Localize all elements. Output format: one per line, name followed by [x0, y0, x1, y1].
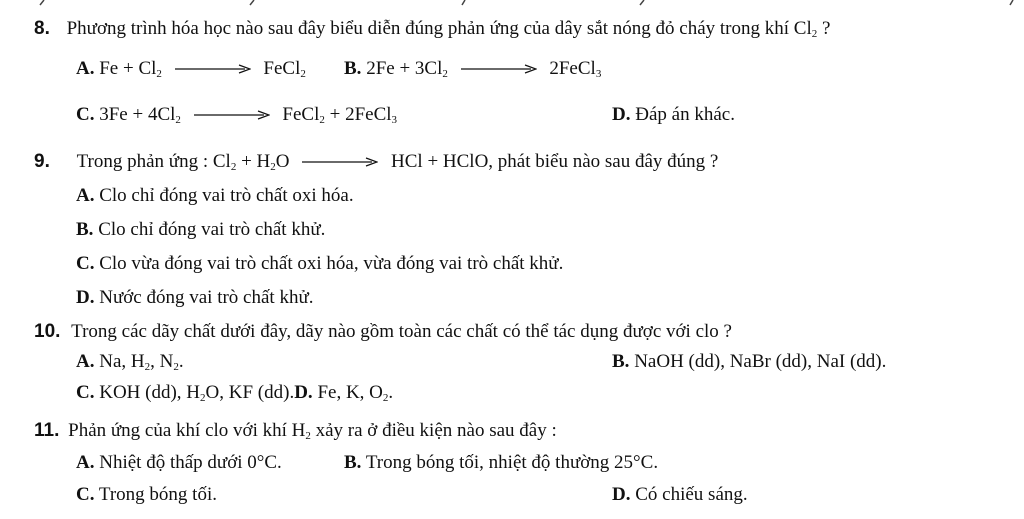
reaction-arrow-icon — [302, 157, 378, 167]
question-9-stem: 9. Trong phản ứng : $Cl_2 + H_2O$ HCl + HClO, phát biểu nào sau đây đúng ? — [34, 151, 719, 173]
question-8-stem: 8. Phương trình hóa học nào sau đây biểu diễn đúng phản ứng của dây sắt nóng đỏ cháy trong khí $Cl_2$ ? — [34, 18, 831, 40]
q8-option-a[interactable]: A. $Fe + Cl_2$ FeCl$_2$ — [76, 58, 306, 80]
q11-option-c[interactable]: C. Trong bóng tối. — [76, 484, 217, 505]
q8-option-c[interactable]: C. $3Fe + 4Cl_2$ FeCl$_2$ + 2FeCl$_3$ — [76, 104, 398, 126]
q11-option-d[interactable]: D. Có chiếu sáng. — [612, 484, 748, 505]
q9-option-b[interactable]: B. Clo chỉ đóng vai trò chất khử. — [76, 219, 326, 240]
q9-option-d[interactable]: D. Nước đóng vai trò chất khử. — [76, 287, 314, 308]
q9-option-c[interactable]: C. Clo vừa đóng vai trò chất oxi hóa, vừa đóng vai trò chất khử. — [76, 253, 564, 274]
reaction-arrow-icon — [175, 64, 251, 74]
q10-option-a[interactable]: A. Na, $H_2$, $N_2$. — [76, 351, 184, 373]
question-number: 10. — [34, 321, 61, 342]
q8-option-b[interactable]: B. $2Fe + 3Cl_2$ 2FeCl$_3$ — [344, 58, 602, 80]
question-11-stem: 11. Phản ứng của khí clo với khí $H_2$ xảy ra ở điều kiện nào sau đây : — [34, 420, 557, 442]
question-10-stem: 10. Trong các dãy chất dưới đây, dãy nào gồm toàn các chất có thể tác dụng được với clo ? — [34, 321, 732, 342]
reaction-arrow-icon — [194, 110, 270, 120]
reaction-arrow-icon — [461, 64, 537, 74]
top-edge-fragment — [0, 0, 1024, 6]
q10-option-c-d[interactable]: C. KOH (dd), $H_2O$, KF (dd).D. Fe, K, $O_2$. — [76, 382, 394, 404]
q8-option-d[interactable]: D. Đáp án khác. — [612, 104, 735, 125]
q11-option-b[interactable]: B. Trong bóng tối, nhiệt độ thường 25°C. — [344, 452, 659, 473]
question-number: 8. — [34, 18, 50, 39]
q10-option-b[interactable]: B. NaOH (dd), NaBr (dd), NaI (dd). — [612, 351, 887, 372]
q11-option-a[interactable]: A. Nhiệt độ thấp dưới 0°C. — [76, 452, 282, 473]
question-number: 11. — [34, 420, 60, 441]
question-number: 9. — [34, 151, 50, 172]
q9-option-a[interactable]: A. Clo chỉ đóng vai trò chất oxi hóa. — [76, 185, 354, 206]
